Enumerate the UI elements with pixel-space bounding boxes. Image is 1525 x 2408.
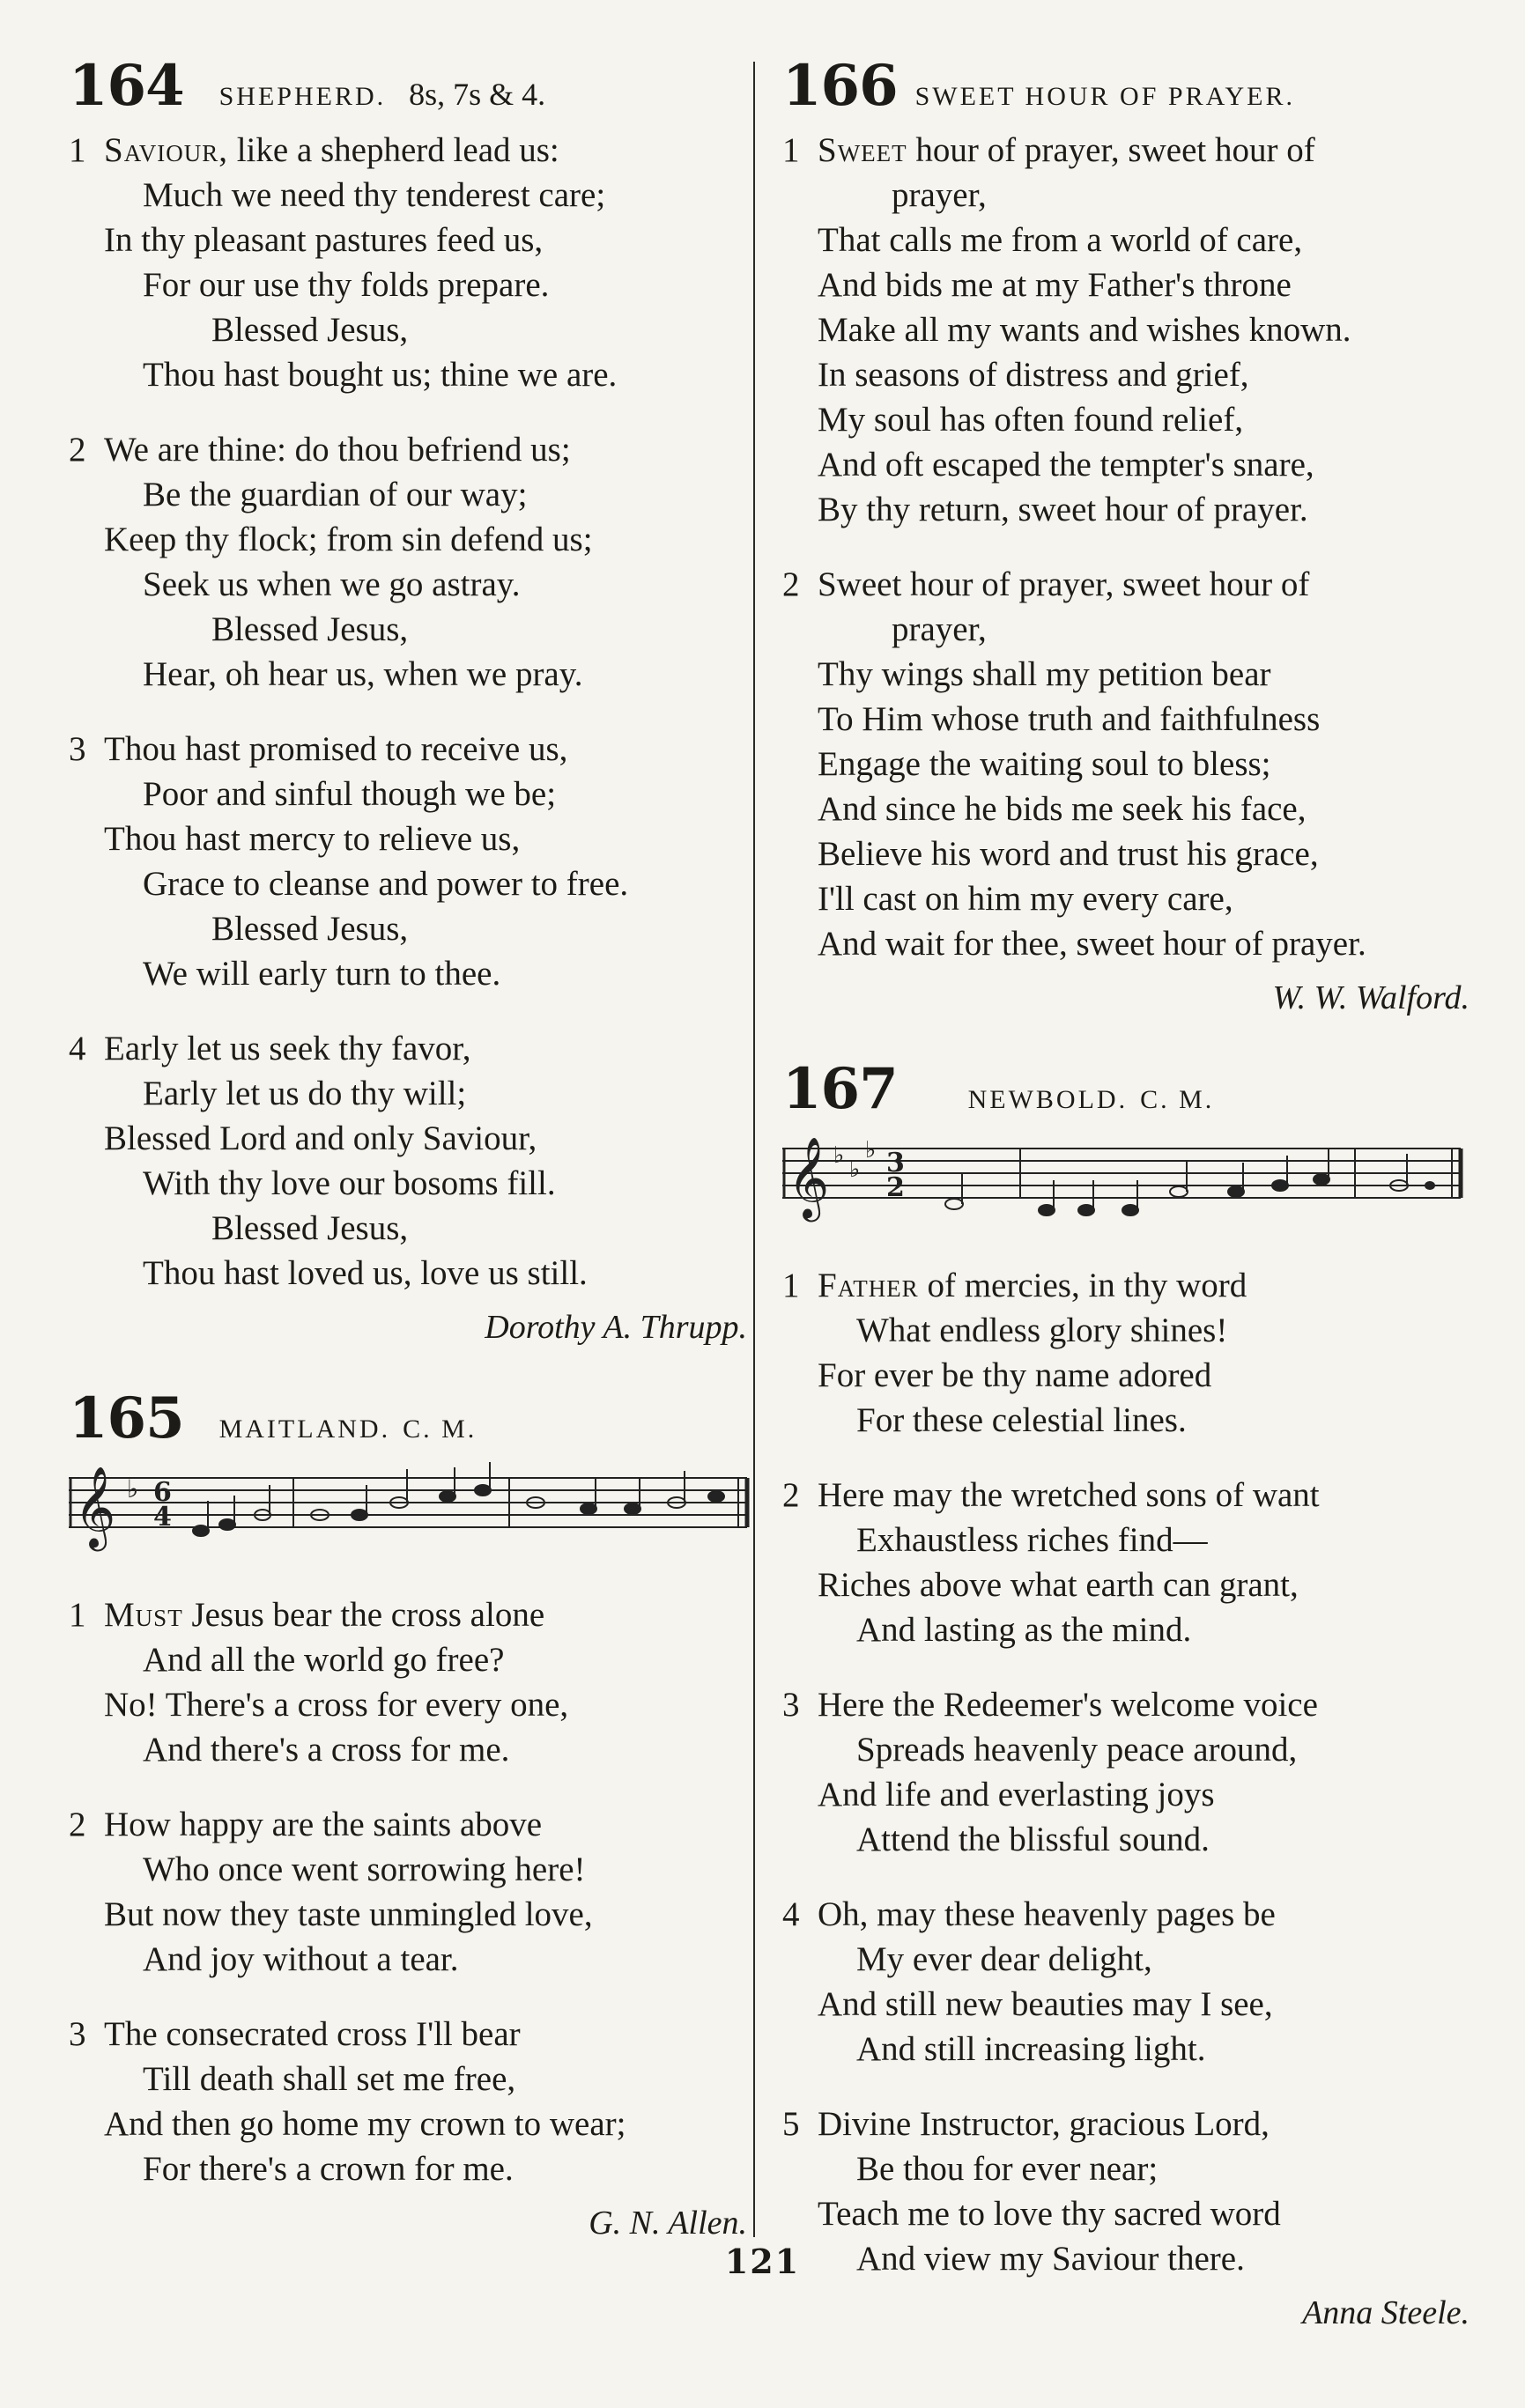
verse-line: For ever be thy name adored — [818, 1356, 1212, 1394]
verse-line: How happy are the saints above — [104, 1806, 543, 1843]
verse-line: We are thine: do thou befriend us; — [104, 431, 571, 469]
verse-line: I'll cast on him my every care, — [818, 880, 1233, 918]
verse-line: Spreads heavenly peace around, — [856, 1731, 1298, 1769]
verse-line: Believe his word and trust his grace, — [818, 835, 1319, 873]
hymn-165-verse-3 — [69, 2012, 756, 2191]
verse-line: Thou hast promised to receive us, — [104, 730, 568, 768]
verse-line: And joy without a tear. — [143, 1940, 459, 1978]
tune-name: NEWBOLD. — [967, 1085, 1129, 1114]
verse-line: And view my Saviour there. — [856, 2240, 1245, 2278]
verse-line: For there's a crown for me. — [143, 2150, 514, 2188]
time-signature: 4 — [153, 1502, 172, 1533]
hymn-author: G. N. Allen. — [589, 2205, 747, 2242]
verse-line: Jesus bear the cross alone — [191, 1596, 545, 1634]
verse-number: 1 — [782, 1267, 800, 1304]
verse-number: 2 — [782, 565, 800, 603]
flat-icon: ♭ — [849, 1156, 861, 1183]
hymn-166-header — [782, 53, 1478, 119]
hymn-number: 164 — [69, 53, 184, 119]
verse-line: Who once went sorrowing here! — [143, 1850, 586, 1888]
verse-line: What endless glory shines! — [856, 1311, 1228, 1349]
verse-line: Blessed Jesus, — [211, 910, 409, 948]
verse-line: hour of prayer, sweet hour of — [915, 131, 1315, 169]
verse-line: For these celestial lines. — [856, 1401, 1187, 1439]
tune-name: SHEPHERD. — [218, 82, 387, 111]
verse-line: Blessed Jesus, — [211, 610, 409, 648]
verse-line: Attend the blissful sound. — [856, 1821, 1210, 1858]
verse-line: And wait for thee, sweet hour of prayer. — [818, 925, 1366, 963]
verse-first-word: Sweet — [818, 131, 907, 169]
verse-line: To Him whose truth and faithfulness — [818, 700, 1321, 738]
left-column — [69, 53, 756, 2281]
verse-line: Exhaustless riches find— — [856, 1521, 1208, 1559]
verse-number: 5 — [782, 2105, 800, 2143]
verse-number: 2 — [782, 1476, 800, 1514]
hymn-167-verse-1 — [782, 1263, 1478, 1443]
verse-number: 3 — [782, 1686, 800, 1724]
right-column — [782, 53, 1478, 2371]
flat-icon: ♭ — [127, 1474, 139, 1503]
hymn-author: Anna Steele. — [1302, 2294, 1469, 2331]
verse-line: of mercies, in thy word — [927, 1267, 1247, 1304]
hymn-166-verse-1 — [782, 128, 1478, 532]
verse-line: Thou hast mercy to relieve us, — [104, 820, 521, 858]
hymn-author: W. W. Walford. — [1272, 979, 1469, 1016]
verse-line: Riches above what earth can grant, — [818, 1566, 1299, 1604]
verse-line: Much we need thy tenderest care; — [143, 176, 606, 214]
verse-line: Be thou for ever near; — [856, 2150, 1159, 2188]
verse-number: 3 — [69, 2015, 86, 2053]
hymn-164-verse-1 — [69, 128, 756, 397]
music-staff-newbold — [782, 1131, 1469, 1237]
verse-line: Thou hast bought us; thine we are. — [143, 356, 618, 394]
verse-line: And then go home my crown to wear; — [104, 2105, 626, 2143]
verse-line: And all the world go free? — [143, 1641, 505, 1679]
verse-line: No! There's a cross for every one, — [104, 1686, 569, 1724]
verse-line: And there's a cross for me. — [143, 1731, 510, 1769]
verse-number: 1 — [782, 131, 800, 169]
verse-line: Seek us when we go astray. — [143, 565, 521, 603]
verse-number: 3 — [69, 730, 86, 768]
treble-clef-icon: 𝄞 — [788, 1136, 830, 1218]
hymn-number: 166 — [782, 53, 898, 119]
verse-first-word: Saviour, — [104, 131, 228, 169]
verse-line: Thou hast loved us, love us still. — [143, 1254, 588, 1292]
verse-line: The consecrated cross I'll bear — [104, 2015, 521, 2053]
treble-clef-icon: 𝄞 — [74, 1466, 116, 1547]
verse-line: Thy wings shall my petition bear — [818, 655, 1271, 693]
tune-name: MAITLAND. — [218, 1415, 391, 1444]
verse-line: Teach me to love thy sacred word — [818, 2195, 1281, 2233]
time-signature: 2 — [886, 1172, 905, 1203]
hymn-166-verse-2 — [782, 562, 1478, 966]
hymn-167-verse-3 — [782, 1682, 1478, 1862]
hymn-167-header — [782, 1056, 1478, 1122]
verse-line: Blessed Jesus, — [211, 1209, 409, 1247]
verse-first-word: Father — [818, 1267, 919, 1304]
flat-icon: ♭ — [833, 1142, 845, 1169]
verse-line: Early let us seek thy favor, — [104, 1030, 471, 1067]
verse-line: And oft escaped the tempter's snare, — [818, 446, 1314, 484]
verse-first-word: Must — [104, 1596, 183, 1634]
verse-line: But now they taste unmingled love, — [104, 1895, 593, 1933]
verse-line: With thy love our bosoms fill. — [143, 1164, 556, 1202]
verse-line: My ever dear delight, — [856, 1940, 1152, 1978]
verse-line: Here may the wretched sons of want — [818, 1476, 1320, 1514]
verse-line: And lasting as the mind. — [856, 1611, 1192, 1649]
hymn-164-verse-2 — [69, 427, 756, 697]
verse-line: In seasons of distress and grief, — [818, 356, 1249, 394]
verse-line: Blessed Jesus, — [211, 311, 409, 349]
verse-line: Engage the waiting soul to bless; — [818, 745, 1271, 783]
verse-line: Hear, oh hear us, when we pray. — [143, 655, 583, 693]
verse-line: Oh, may these heavenly pages be — [818, 1895, 1276, 1933]
verse-line: My soul has often found relief, — [818, 401, 1244, 439]
verse-number: 4 — [69, 1030, 86, 1067]
hymn-164-header — [69, 53, 756, 119]
verse-line: Blessed Lord and only Saviour, — [104, 1119, 537, 1157]
hymn-167-verse-4 — [782, 1892, 1478, 2072]
verse-number: 4 — [782, 1895, 800, 1933]
verse-line: That calls me from a world of care, — [818, 221, 1303, 259]
verse-line: For our use thy folds prepare. — [143, 266, 550, 304]
verse-line: like a shepherd lead us: — [236, 131, 559, 169]
verse-line: Here the Redeemer's welcome voice — [818, 1686, 1318, 1724]
verse-line: Till death shall set me free, — [143, 2060, 516, 2098]
verse-number: 2 — [69, 431, 86, 469]
hymn-167-verse-2 — [782, 1473, 1478, 1652]
verse-line: And still new beauties may I see, — [818, 1985, 1273, 2023]
verse-line: prayer, — [892, 176, 987, 214]
verse-line: Grace to cleanse and power to free. — [143, 865, 629, 903]
hymn-number: 167 — [782, 1056, 898, 1122]
verse-line: And bids me at my Father's throne — [818, 266, 1292, 304]
verse-line: Divine Instructor, gracious Lord, — [818, 2105, 1270, 2143]
verse-line: And life and everlasting joys — [818, 1776, 1215, 1813]
hymn-165-verse-2 — [69, 1802, 756, 1982]
tune-name: SWEET HOUR OF PRAYER. — [914, 82, 1295, 111]
hymn-165-header — [69, 1385, 756, 1451]
verse-line: By thy return, sweet hour of prayer. — [818, 491, 1308, 528]
verse-line: prayer, — [892, 610, 987, 648]
flat-icon: ♭ — [865, 1137, 877, 1163]
tune-meter: 8s, 7s & 4. — [409, 77, 546, 112]
time-signature: 6 — [153, 1477, 172, 1508]
verse-line: And still increasing light. — [856, 2030, 1206, 2068]
verse-line: And since he bids me seek his face, — [818, 790, 1307, 828]
verse-number: 1 — [69, 1596, 86, 1634]
music-staff-maitland — [69, 1460, 756, 1566]
hymn-author: Dorothy A. Thrupp. — [485, 1309, 747, 1346]
hymn-164-verse-3 — [69, 727, 756, 996]
hymn-165-verse-1 — [69, 1592, 756, 1772]
verse-line: In thy pleasant pastures feed us, — [104, 221, 544, 259]
verse-line: Make all my wants and wishes known. — [818, 311, 1351, 349]
verse-line: Keep thy flock; from sin defend us; — [104, 521, 593, 558]
hymn-164-verse-4 — [69, 1026, 756, 1296]
verse-line: Sweet hour of prayer, sweet hour of — [818, 565, 1310, 603]
tune-meter: C. M. — [1140, 1085, 1215, 1114]
hymn-number: 165 — [69, 1385, 184, 1451]
page-number: 121 — [724, 2242, 801, 2281]
tune-meter: C. M. — [403, 1415, 477, 1444]
verse-line: Early let us do thy will; — [143, 1075, 467, 1112]
verse-line: We will early turn to thee. — [143, 955, 501, 993]
verse-number: 2 — [69, 1806, 86, 1843]
time-signature: 3 — [886, 1148, 905, 1178]
verse-number: 1 — [69, 131, 86, 169]
verse-line: Poor and sinful though we be; — [143, 775, 557, 813]
verse-line: Be the guardian of our way; — [143, 476, 528, 513]
